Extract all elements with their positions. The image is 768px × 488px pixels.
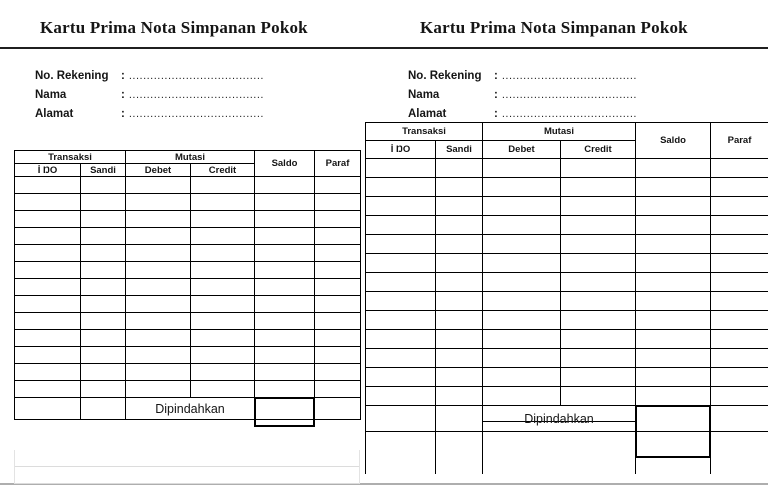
right-card-title: Kartu Prima Nota Simpanan Pokok	[420, 18, 688, 37]
empty-cell	[81, 211, 126, 228]
empty-cell	[81, 296, 126, 313]
empty-cell	[81, 177, 126, 194]
empty-cell	[126, 381, 191, 398]
empty-cell	[636, 197, 711, 216]
empty-cell	[366, 216, 436, 235]
empty-cell	[636, 254, 711, 273]
empty-cell	[561, 178, 636, 197]
credit-header: Credit	[191, 164, 255, 177]
empty-cell	[191, 279, 255, 296]
empty-cell	[366, 406, 436, 432]
table-row	[366, 178, 768, 197]
empty-cell	[436, 216, 483, 235]
table-row	[366, 368, 768, 387]
saldo-carry-cell	[636, 406, 711, 432]
empty-cell	[436, 387, 483, 406]
empty-cell	[483, 330, 561, 349]
empty-cell	[15, 279, 81, 296]
table-row	[366, 159, 768, 178]
field-colon: :	[494, 108, 498, 120]
empty-cell	[191, 364, 255, 381]
tgl-no-header: İ ŊO	[366, 141, 436, 159]
empty-cell	[636, 387, 711, 406]
empty-cell	[366, 178, 436, 197]
field-row-nama	[408, 89, 728, 108]
empty-cell	[81, 313, 126, 330]
empty-cell	[561, 330, 636, 349]
empty-cell	[15, 381, 81, 398]
empty-cell	[436, 178, 483, 197]
field-label: No. Rekening	[408, 70, 482, 82]
table-row	[15, 194, 361, 211]
table-row	[15, 211, 361, 228]
empty-cell	[81, 228, 126, 245]
empty-cell	[255, 262, 315, 279]
debet-header: Debet	[126, 164, 191, 177]
empty-cell	[126, 177, 191, 194]
empty-cell	[636, 273, 711, 292]
table-row	[366, 235, 768, 254]
empty-cell	[126, 262, 191, 279]
empty-cell	[561, 254, 636, 273]
field-label: Nama	[408, 89, 440, 101]
dipindahkan-cell	[483, 406, 636, 432]
faint-row	[15, 450, 359, 467]
empty-cell	[636, 311, 711, 330]
empty-cell	[436, 406, 483, 432]
tgl-no-header: İ ŊO	[15, 164, 81, 177]
empty-cell	[191, 211, 255, 228]
empty-cell	[191, 296, 255, 313]
empty-cell	[711, 311, 768, 330]
empty-cell	[711, 368, 768, 387]
empty-cell	[255, 296, 315, 313]
empty-cell	[436, 349, 483, 368]
empty-cell	[561, 311, 636, 330]
field-colon: :	[121, 108, 125, 120]
empty-cell	[315, 347, 361, 364]
empty-cell	[81, 398, 126, 420]
sandi-header: Sandi	[436, 141, 483, 159]
saldo-header: Saldo	[636, 123, 711, 159]
dipindahkan-label: Dipindahkan	[155, 401, 225, 416]
empty-cell	[436, 254, 483, 273]
empty-cell	[483, 387, 561, 406]
empty-cell	[711, 159, 768, 178]
empty-cell	[436, 197, 483, 216]
empty-cell	[191, 262, 255, 279]
paraf-header: Paraf	[711, 123, 768, 159]
empty-cell	[191, 228, 255, 245]
field-dotted-line: ......................................	[501, 108, 637, 120]
empty-cell	[483, 311, 561, 330]
field-dotted-line: ......................................	[128, 108, 264, 120]
empty-cell	[711, 387, 768, 406]
empty-cell	[483, 368, 561, 387]
empty-cell	[255, 330, 315, 347]
header-row-groups	[15, 151, 361, 164]
empty-cell	[15, 330, 81, 347]
empty-cell	[711, 254, 768, 273]
empty-cell	[483, 292, 561, 311]
mutasi-header: Mutasi	[126, 151, 255, 164]
table-row	[366, 311, 768, 330]
empty-cell	[191, 347, 255, 364]
empty-cell	[366, 432, 436, 474]
empty-cell	[711, 406, 768, 432]
empty-cell	[366, 387, 436, 406]
empty-cell	[561, 197, 636, 216]
empty-cell	[15, 211, 81, 228]
empty-cell	[255, 364, 315, 381]
empty-cell	[636, 235, 711, 254]
table-row	[15, 381, 361, 398]
empty-cell	[81, 381, 126, 398]
table-row	[366, 292, 768, 311]
empty-cell	[711, 349, 768, 368]
empty-cell	[81, 194, 126, 211]
empty-cell	[126, 211, 191, 228]
empty-cell	[483, 197, 561, 216]
field-colon: :	[494, 89, 498, 101]
empty-cell	[315, 296, 361, 313]
empty-cell	[255, 177, 315, 194]
empty-cell	[483, 178, 561, 197]
empty-cell	[561, 387, 636, 406]
empty-cell	[255, 313, 315, 330]
empty-cell	[561, 292, 636, 311]
empty-cell	[126, 330, 191, 347]
empty-cell	[436, 330, 483, 349]
empty-cell	[315, 279, 361, 296]
field-row-rekening	[35, 70, 355, 89]
empty-cell	[436, 273, 483, 292]
empty-cell	[366, 197, 436, 216]
empty-cell	[191, 313, 255, 330]
empty-cell	[315, 245, 361, 262]
transaksi-header: Transaksi	[366, 123, 483, 141]
empty-cell	[81, 279, 126, 296]
empty-cell	[15, 228, 81, 245]
empty-cell	[81, 364, 126, 381]
empty-cell	[126, 245, 191, 262]
faint-continuation-grid	[14, 450, 360, 484]
table-row	[366, 254, 768, 273]
carry-forward-row	[15, 398, 361, 420]
empty-cell	[483, 349, 561, 368]
table-row	[366, 197, 768, 216]
table-row	[15, 330, 361, 347]
dipindahkan-label: Dipindahkan	[524, 411, 594, 426]
empty-cell	[483, 432, 636, 474]
saldo-header: Saldo	[255, 151, 315, 177]
empty-cell	[191, 245, 255, 262]
empty-cell	[315, 228, 361, 245]
empty-cell	[366, 349, 436, 368]
field-dotted-line: ......................................	[501, 70, 637, 82]
empty-cell	[636, 349, 711, 368]
empty-cell	[315, 211, 361, 228]
empty-cell	[126, 364, 191, 381]
table-row	[366, 273, 768, 292]
empty-cell	[366, 235, 436, 254]
empty-cell	[561, 273, 636, 292]
field-label: Alamat	[408, 108, 447, 120]
transaksi-header: Transaksi	[15, 151, 126, 164]
empty-cell	[15, 313, 81, 330]
empty-cell	[483, 273, 561, 292]
empty-cell	[436, 311, 483, 330]
title-underline	[0, 47, 768, 49]
empty-cell	[315, 262, 361, 279]
dipindahkan-cell	[126, 398, 255, 420]
mutasi-header: Mutasi	[483, 123, 636, 141]
empty-cell	[366, 292, 436, 311]
table-row	[366, 349, 768, 368]
saldo-carry-cell	[255, 398, 315, 420]
empty-cell	[483, 254, 561, 273]
field-row-alamat	[35, 108, 355, 127]
empty-cell	[126, 313, 191, 330]
saldo-carry-box	[635, 405, 711, 458]
right-ledger-table	[365, 122, 768, 474]
empty-cell	[191, 177, 255, 194]
table-row	[15, 296, 361, 313]
empty-cell	[255, 245, 315, 262]
empty-cell	[711, 216, 768, 235]
empty-cell	[15, 194, 81, 211]
empty-cell	[711, 432, 768, 474]
empty-cell	[255, 211, 315, 228]
empty-cell	[255, 279, 315, 296]
table-row	[15, 279, 361, 296]
empty-cell	[561, 349, 636, 368]
field-dotted-line: ......................................	[501, 89, 637, 101]
field-row-rekening	[408, 70, 728, 89]
empty-cell	[436, 368, 483, 387]
header-row-groups	[366, 123, 768, 141]
empty-cell	[711, 178, 768, 197]
empty-cell	[315, 194, 361, 211]
empty-cell	[15, 347, 81, 364]
field-dotted-line: ......................................	[128, 89, 264, 101]
empty-cell	[711, 273, 768, 292]
empty-cell	[15, 364, 81, 381]
empty-cell	[315, 330, 361, 347]
empty-cell	[561, 216, 636, 235]
field-label: Alamat	[35, 108, 74, 120]
empty-cell	[126, 279, 191, 296]
left-card-title: Kartu Prima Nota Simpanan Pokok	[40, 18, 308, 37]
carry-forward-row	[366, 406, 768, 432]
empty-cell	[636, 330, 711, 349]
right-account-fields	[408, 70, 728, 127]
empty-cell	[126, 228, 191, 245]
table-row	[15, 245, 361, 262]
empty-cell	[366, 254, 436, 273]
empty-cell	[436, 292, 483, 311]
empty-cell	[483, 235, 561, 254]
empty-cell	[15, 262, 81, 279]
empty-cell	[436, 432, 483, 474]
empty-cell	[126, 194, 191, 211]
table-row	[15, 177, 361, 194]
empty-cell	[636, 159, 711, 178]
table-row	[366, 387, 768, 406]
table-row	[15, 364, 361, 381]
empty-cell	[81, 245, 126, 262]
empty-cell	[711, 197, 768, 216]
empty-cell	[255, 347, 315, 364]
table-row	[15, 347, 361, 364]
empty-cell	[436, 235, 483, 254]
table-row	[15, 228, 361, 245]
empty-cell	[366, 311, 436, 330]
empty-cell	[436, 159, 483, 178]
debet-header: Debet	[483, 141, 561, 159]
field-label: No. Rekening	[35, 70, 109, 82]
empty-cell	[711, 330, 768, 349]
empty-cell	[366, 273, 436, 292]
empty-cell	[191, 381, 255, 398]
empty-cell	[561, 159, 636, 178]
empty-cell	[315, 381, 361, 398]
empty-cell	[561, 235, 636, 254]
empty-cell	[191, 194, 255, 211]
empty-cell	[711, 292, 768, 311]
empty-cell	[636, 178, 711, 197]
empty-cell	[366, 330, 436, 349]
empty-cell	[483, 159, 561, 178]
table-row	[15, 313, 361, 330]
empty-cell	[15, 296, 81, 313]
empty-cell	[81, 347, 126, 364]
empty-cell	[81, 330, 126, 347]
empty-cell	[483, 216, 561, 235]
empty-cell	[191, 330, 255, 347]
empty-cell	[315, 177, 361, 194]
table-row	[366, 330, 768, 349]
saldo-carry-box	[254, 397, 315, 427]
field-colon: :	[121, 70, 125, 82]
empty-cell	[636, 216, 711, 235]
credit-header: Credit	[561, 141, 636, 159]
empty-cell	[636, 292, 711, 311]
table-row	[15, 262, 361, 279]
table-row	[366, 216, 768, 235]
empty-cell	[15, 398, 81, 420]
empty-cell	[255, 228, 315, 245]
empty-cell	[315, 364, 361, 381]
empty-cell	[561, 368, 636, 387]
field-row-nama	[35, 89, 355, 108]
empty-cell	[15, 177, 81, 194]
field-dotted-line: ......................................	[128, 70, 264, 82]
sandi-header: Sandi	[81, 164, 126, 177]
faint-row	[15, 467, 359, 484]
empty-cell	[255, 381, 315, 398]
empty-cell	[366, 159, 436, 178]
paraf-header: Paraf	[315, 151, 361, 177]
empty-cell	[711, 235, 768, 254]
empty-cell	[126, 296, 191, 313]
field-colon: :	[494, 70, 498, 82]
empty-cell	[315, 313, 361, 330]
empty-cell	[15, 245, 81, 262]
left-account-fields	[35, 70, 355, 127]
left-ledger-table	[14, 150, 361, 420]
field-colon: :	[121, 89, 125, 101]
field-label: Nama	[35, 89, 67, 101]
empty-cell	[315, 398, 361, 420]
empty-cell	[81, 262, 126, 279]
empty-cell	[366, 368, 436, 387]
empty-cell	[126, 347, 191, 364]
empty-cell	[255, 194, 315, 211]
empty-cell	[636, 368, 711, 387]
